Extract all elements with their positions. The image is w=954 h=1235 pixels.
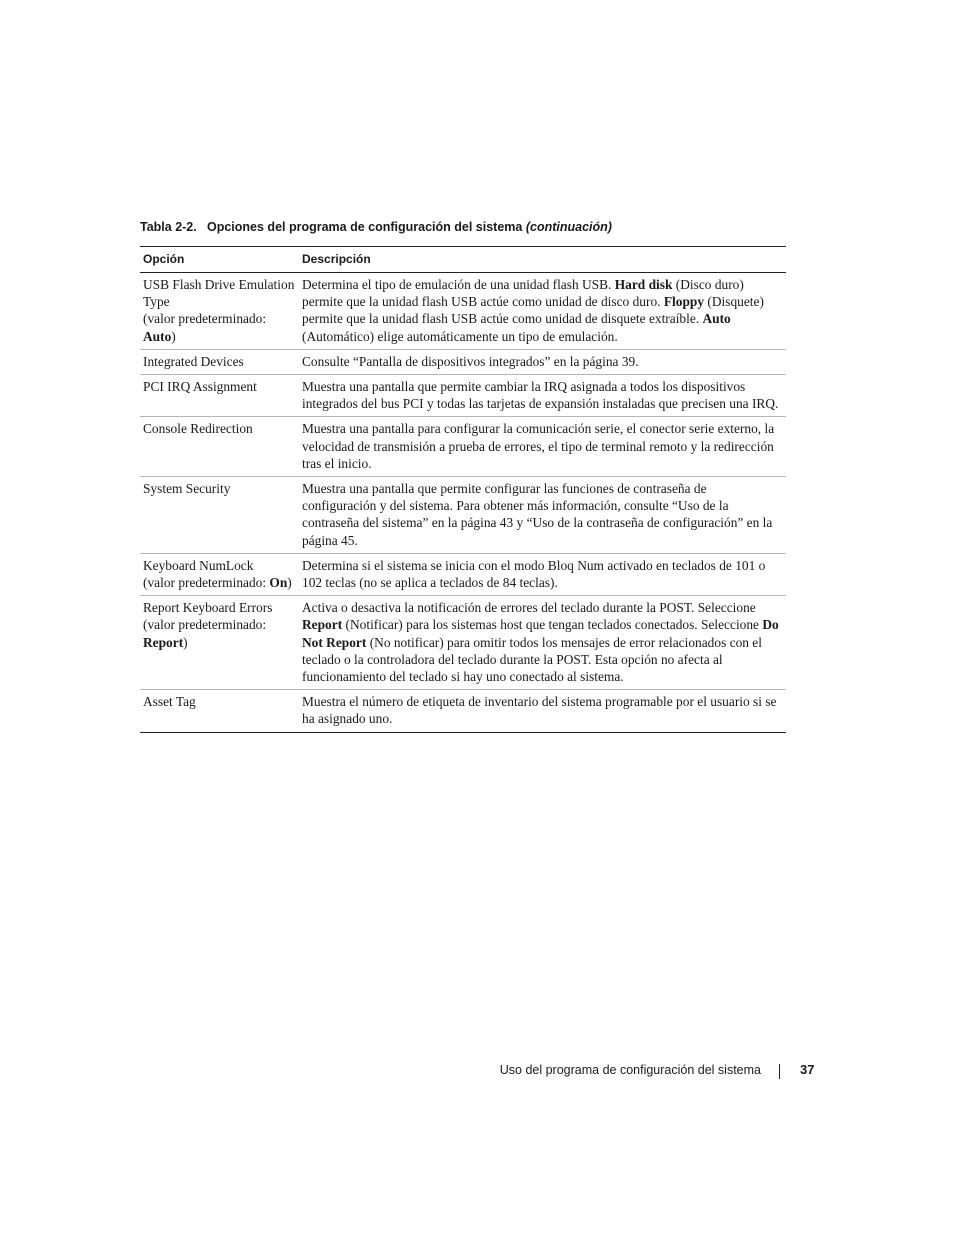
default-prefix: (valor predeterminado:: [143, 311, 267, 327]
option-name: USB Flash Drive Emulation Type: [143, 277, 295, 310]
option-name: Integrated Devices: [143, 353, 244, 369]
option-name: Console Redirection: [143, 421, 253, 437]
page-footer: [0, 1061, 954, 1081]
footer-separator: [779, 1064, 780, 1079]
option-default: [143, 575, 292, 590]
table-row: [140, 349, 786, 374]
table-caption: [140, 220, 840, 234]
description-text: Activa o desactiva la notificación de errores del teclado durante la POST. Seleccione: [302, 600, 756, 616]
table-row: [140, 690, 786, 732]
description-cell: [299, 596, 786, 690]
table-row: [140, 375, 786, 417]
table-row: [140, 596, 786, 690]
default-prefix: (valor predeterminado:: [143, 575, 270, 591]
description-text: Muestra una pantalla que permite configurar las funciones de contraseña de configuración y del sistema. Para obtener más información, consulte “Uso de la contraseña del sistema” en la página 43 y “Uso de la contraseña de configuración” en la página 45.: [302, 481, 773, 548]
description-text: (Disquete) permite que la unidad flash USB actúe como unidad de disquete extraíble.: [302, 294, 764, 327]
default-prefix: (valor predeterminado:: [143, 617, 267, 633]
description-cell: [299, 553, 786, 595]
option-name: Asset Tag: [143, 694, 196, 710]
table-row: [140, 417, 786, 477]
table-row: [140, 477, 786, 554]
description-cell: [299, 349, 786, 374]
option-name: Keyboard NumLock: [143, 557, 254, 573]
option-name: Report Keyboard Errors: [143, 600, 273, 616]
option-cell: [140, 596, 299, 690]
option-default: [143, 311, 266, 343]
default-value: On: [269, 575, 288, 591]
description-text: Determina si el sistema se inicia con el modo Bloq Num activado en teclados de 101 o 102 teclas (no se aplica a teclados de 84 teclas).: [302, 557, 766, 591]
footer-section-title: Uso del programa de configuración del sistema: [499, 1063, 761, 1077]
column-header-option: Opción: [140, 247, 299, 273]
description-text: Muestra una pantalla que permite cambiar la IRQ asignada a todos los dispositivos integrados del bus PCI y todas las tarjetas de expansión instaladas que precisen una IRQ.: [302, 379, 779, 412]
table-continued-label: (continuación): [525, 220, 612, 234]
table-row: [140, 553, 786, 595]
description-cell: [299, 375, 786, 417]
default-value: Report: [143, 634, 184, 650]
description-text: Determina el tipo de emulación de una unidad flash USB.: [302, 277, 615, 292]
option-default: [143, 617, 266, 649]
description-keyword: Auto: [702, 311, 731, 327]
setup-options-table: [140, 246, 786, 733]
description-keyword: Floppy: [663, 294, 705, 310]
default-suffix: ): [287, 575, 292, 591]
description-cell: [299, 690, 786, 732]
option-name: System Security: [143, 481, 231, 497]
description-cell: [299, 417, 786, 477]
description-keyword: Do Not Report: [302, 617, 779, 650]
table-row: [140, 273, 786, 350]
description-keyword: Hard disk: [614, 277, 673, 292]
table-header-row: [140, 247, 786, 273]
default-suffix: ): [171, 328, 176, 344]
option-cell: [140, 477, 299, 554]
option-cell: [140, 273, 299, 350]
table-title: Opciones del programa de configuración del sistema: [207, 220, 523, 234]
description-text: Muestra el número de etiqueta de inventario del sistema programable por el usuario si se ha asignado uno.: [302, 694, 777, 727]
option-cell: [140, 375, 299, 417]
default-suffix: ): [183, 634, 188, 650]
default-value: Auto: [143, 328, 172, 344]
column-header-description: Descripción: [299, 247, 786, 273]
option-cell: [140, 690, 299, 732]
description-text: Consulte “Pantalla de dispositivos integrados” en la página 39.: [302, 353, 639, 369]
description-cell: [299, 477, 786, 554]
description-text: (Automático) elige automáticamente un tipo de emulación.: [302, 328, 618, 344]
option-cell: [140, 349, 299, 374]
description-text: (Disco duro) permite que la unidad flash USB actúe como unidad de disco duro.: [302, 277, 744, 310]
description-text: Muestra una pantalla para configurar la comunicación serie, el conector serie externo, la velocidad de transmisión a prueba de errores, el tipo de terminal remoto y la redirección tras el inicio.: [302, 421, 775, 471]
description-keyword: Report: [302, 617, 343, 633]
option-name: PCI IRQ Assignment: [143, 379, 257, 395]
description-text: (Notificar) para los sistemas host que tengan teclados conectados. Seleccione: [342, 617, 763, 633]
table-number: Tabla 2-2.: [140, 220, 197, 234]
description-text: (No notificar) para omitir todos los mensajes de error relacionados con el teclado o la controladora del teclado durante la POST. Esta opción no afecta al funcionamiento del teclado si hay uno conectado al sistema.: [302, 634, 762, 685]
option-cell: [140, 553, 299, 595]
page-number: 37: [800, 1062, 815, 1077]
table-body: [140, 273, 786, 733]
description-cell: [299, 273, 786, 350]
option-cell: [140, 417, 299, 477]
